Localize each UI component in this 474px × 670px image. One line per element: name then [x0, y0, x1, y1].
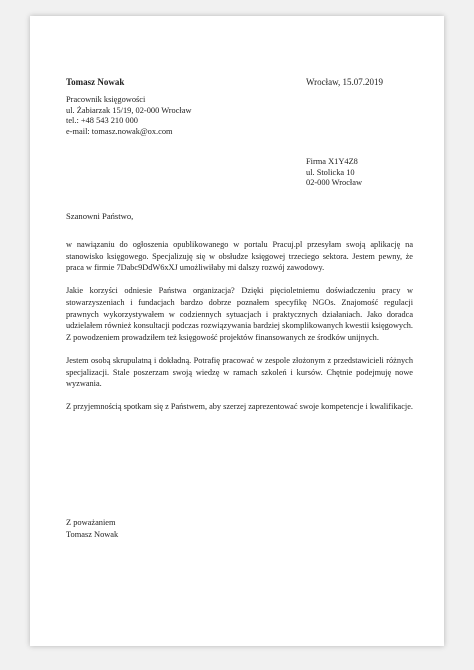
letter-body [66, 239, 413, 425]
recipient-street: ul. Stolicka 10 [306, 167, 355, 177]
body-paragraph: Z przyjemnością spotkam się z Państwem, aby szerzej zaprezentować swoje kompetencje i kwalifikacje. [66, 402, 413, 412]
letter-page [30, 16, 444, 646]
body-paragraph: Jakie korzyści odniesie Państwa organizacja? Dzięki pięcioletniemu doświadczeniu pracy w stowarzyszeniach i fundacjach bardzo dobrze poznałem specyfikę NGOs. Znajomość regulacji prawnych wykorzystywałem w codziennych sytuacjach i praktycznych działaniach. Jako doradca udzielałem również konsultacji podczas rozwiązywania bardziej skomplikowanych kwestii księgowych. Z powodzeniem prowadziłem też księgowość projektów finansowanych ze środków unijnych. [66, 286, 413, 342]
sender-address: ul. Żabiarzak 15/19, 02-000 Wrocław [66, 105, 192, 115]
sender-phone: tel.: +48 543 210 000 [66, 116, 138, 126]
signature-name: Tomasz Nowak [66, 530, 119, 539]
sender-details [66, 95, 192, 137]
closing-block [66, 517, 118, 541]
sender-position: Pracownik księgowości [66, 95, 146, 104]
body-paragraph: w nawiązaniu do ogłoszenia opublikowanego w portalu Pracuj.pl przesyłam swoją aplikację na stanowisko księgowego. Specjalizuję się w obsłudze księgowej trzeciego sektora. Jestem pewny, że praca w firmie 7Dabc9DdW6xXJ umożliwiłaby mi dalszy rozwój zawodowy. [66, 240, 413, 273]
recipient-company: Firma X1Y4Z8 [306, 157, 358, 166]
closing-phrase: Z poważaniem [66, 518, 116, 527]
letter-date: Wrocław, 15.07.2019 [306, 77, 384, 87]
sender-email: e-mail: tomasz.nowak@ox.com [66, 126, 173, 136]
recipient-address [306, 157, 362, 189]
body-paragraph: Jestem osobą skrupulatną i dokładną. Potrafię pracować w zespole złożonym z przedstawicieli różnych specjalizacji. Stale poszerzam swoją wiedzę w ramach szkoleń i kursów. Chętnie podejmuję nowe wyzwania. [66, 355, 413, 389]
salutation: Szanowni Państwo, [66, 211, 134, 221]
sender-name: Tomasz Nowak [66, 77, 125, 87]
recipient-city: 02-000 Wrocław [306, 178, 363, 188]
